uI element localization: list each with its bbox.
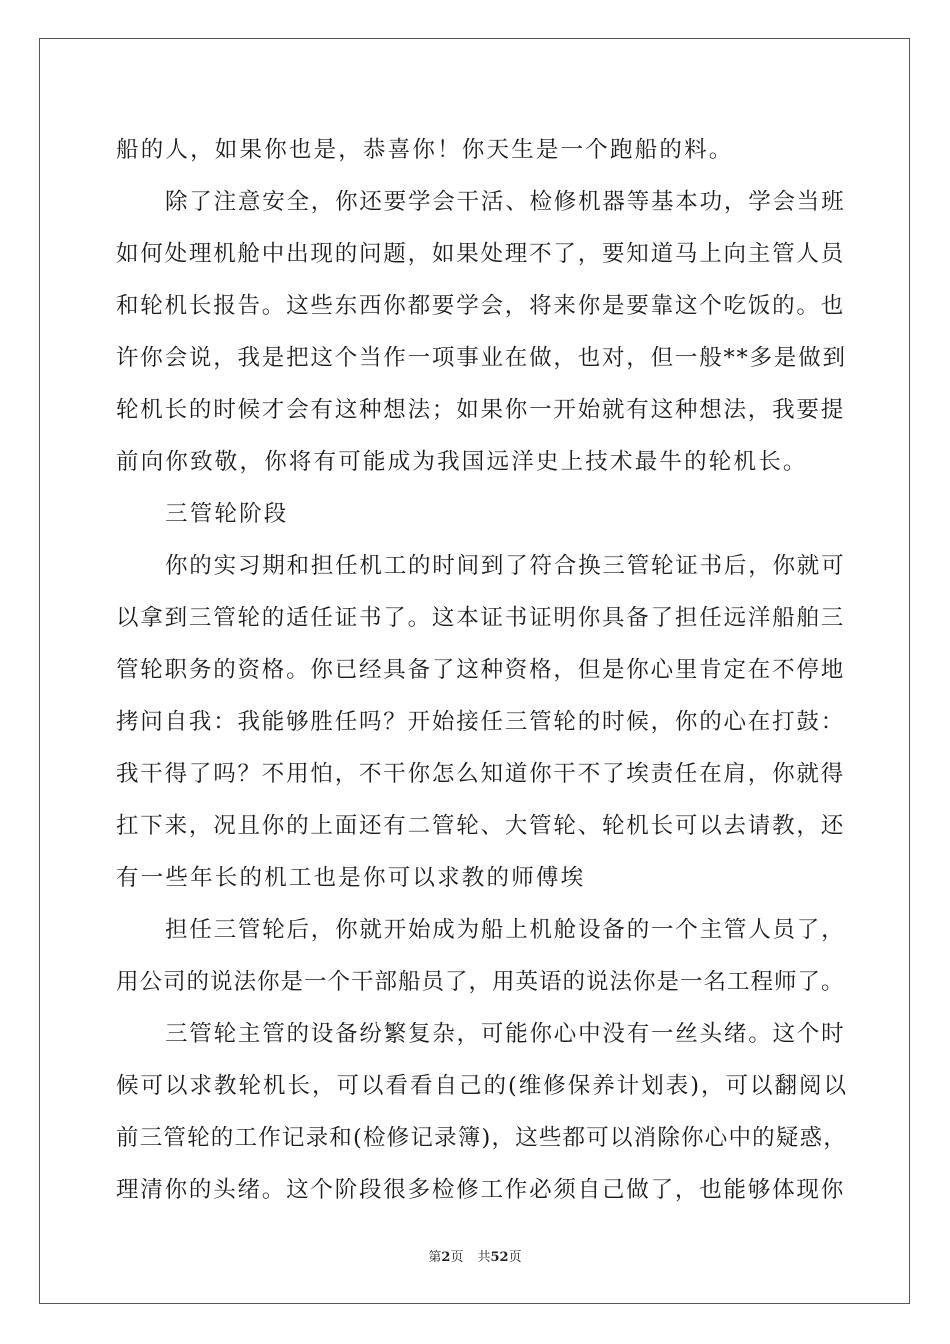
- text-line: 前向你致敬，你将有可能成为我国远洋史上技术最牛的轮机长。: [116, 449, 808, 475]
- text-line: 如何处理机舱中出现的问题，如果处理不了，要知道马上向主管人员: [116, 241, 846, 267]
- text-line: 你的实习期和担任机工的时间到了符合换三管轮证书后，你就可: [165, 553, 846, 579]
- text-line: 理清你的头绪。这个阶段很多检修工作必须自己做了，也能够体现你: [116, 1177, 846, 1203]
- text-line: 用公司的说法你是一个干部船员了，用英语的说法你是一名工程师了。: [116, 969, 845, 995]
- text-line: 以拿到三管轮的适任证书了。这本证书证明你具备了担任远洋船舶三: [116, 605, 846, 631]
- text-line: 三管轮主管的设备纷繁复杂，可能你心中没有一丝头绪。这个时: [165, 1021, 846, 1047]
- text-line: 三管轮阶段: [165, 501, 289, 527]
- text-line: 我干得了吗？不用怕，不干你怎么知道你干不了埃责任在肩，你就得: [116, 761, 846, 787]
- text-line: 除了注意安全，你还要学会干活、检修机器等基本功，学会当班: [165, 189, 846, 215]
- text-line: 船的人，如果你也是，恭喜你！你天生是一个跑船的料。: [116, 137, 734, 163]
- text-line: 许你会说，我是把这个当作一项事业在做，也对，但一般**多是做到: [116, 345, 847, 371]
- text-line: 轮机长的时候才会有这种想法；如果你一开始就有这种想法，我要提: [116, 397, 846, 423]
- text-line: 担任三管轮后，你就开始成为船上机舱设备的一个主管人员了，: [165, 917, 846, 943]
- page-suffix: 页: [450, 1250, 464, 1265]
- page-number: 2: [441, 1250, 451, 1265]
- document-body: [116, 124, 850, 1216]
- total-suffix: 页: [508, 1250, 522, 1265]
- page-prefix: 第: [428, 1250, 442, 1265]
- page-footer: [0, 1246, 950, 1265]
- total-pages: 52: [490, 1250, 509, 1265]
- text-line: 候可以求教轮机长，可以看看自己的(维修保养计划表)，可以翻阅以: [116, 1073, 849, 1099]
- text-line: 有一些年长的机工也是你可以求教的师傅埃: [116, 865, 586, 891]
- text-line: 扛下来，况且你的上面还有二管轮、大管轮、轮机长可以去请教，还: [116, 813, 846, 839]
- total-prefix: 共: [477, 1250, 491, 1265]
- text-line: 前三管轮的工作记录和(检修记录簿)，这些都可以消除你心中的疑惑，: [116, 1125, 847, 1151]
- text-line: 管轮职务的资格。你已经具备了这种资格，但是你心里肯定在不停地: [116, 657, 846, 683]
- text-line: 和轮机长报告。这些东西你都要学会，将来你是要靠这个吃饭的。也: [116, 293, 846, 319]
- text-line: 拷问自我：我能够胜任吗？开始接任三管轮的时候，你的心在打鼓：: [116, 709, 846, 735]
